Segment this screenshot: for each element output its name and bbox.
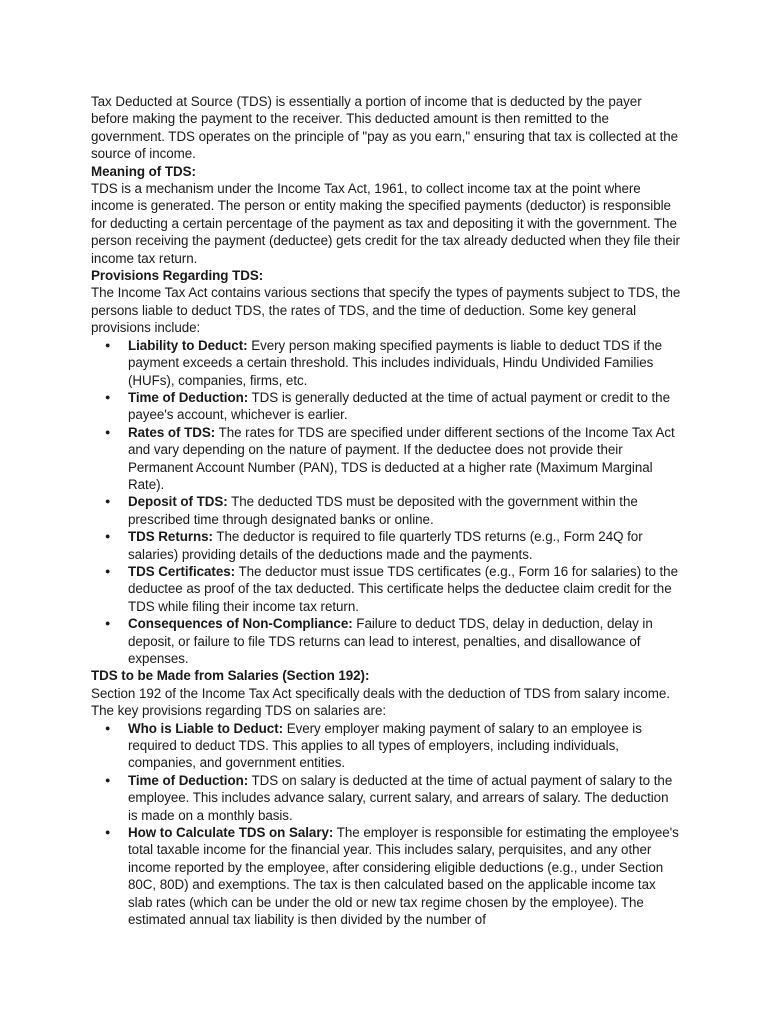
list-item — [91, 615, 681, 667]
provisions-list — [91, 337, 681, 668]
list-item — [91, 824, 681, 928]
list-item-text: The deductor must issue TDS certificates (e.g., Form 16 for salaries) to the deductee as proof of the tax deducted. This certificate helps the deductee claim credit for the TDS while filing their income tax return. — [128, 563, 678, 614]
list-item-text: The deducted TDS must be deposited with the government within the prescribed time through designated banks or online. — [128, 494, 638, 527]
list-item — [91, 563, 681, 615]
list-item-text: TDS is generally deducted at the time of actual payment or credit to the payee's account, whichever is earlier. — [128, 389, 670, 423]
list-item-text: TDS on salary is deducted at the time of actual payment of salary to the employee. This includes advance salary, current salary, and arrears of salary. The deduction is made on a monthly basis. — [128, 772, 673, 823]
meaning-paragraph: TDS is a mechanism under the Income Tax Act, 1961, to collect income tax at the point where income is generated. The person or entity making the specified payments (deductor) is responsible for deducting a certain percentage of the payment as tax and depositing it with the government. The person receiving the payment (deductee) gets credit for the tax already deducted when they file their income tax return. — [91, 181, 680, 266]
salaries-list — [91, 720, 681, 929]
intro-paragraph: Tax Deducted at Source (TDS) is essentially a portion of income that is deducted by the payer before making the payment to the receiver. This deducted amount is then remitted to the government. TDS operates on the principle of "pay as you earn," ensuring that tax is collected at the source of income. — [91, 94, 679, 162]
list-item-text: The rates for TDS are specified under different sections of the Income Tax Act and vary depending on the nature of payment. If the deductee does not provide their Permanent Account Number (PAN), TDS is deducted at a higher rate (Maximum Marginal Rate). — [128, 424, 675, 492]
list-item-text: The deductor is required to file quarterly TDS returns (e.g., Form 24Q for salaries) providing details of the deductions made and the payments. — [128, 529, 643, 562]
list-item-text: Every person making specified payments is liable to deduct TDS if the payment exceeds a certain threshold. This includes individuals, Hindu Undivided Families (HUFs), companies, firms, etc. — [128, 337, 663, 388]
list-item — [91, 772, 681, 824]
list-item — [91, 424, 681, 494]
list-item — [91, 720, 681, 772]
meaning-heading: Meaning of TDS: — [91, 163, 196, 179]
document-page — [91, 93, 681, 929]
list-item-term: TDS Certificates: — [128, 563, 236, 579]
list-item — [91, 337, 681, 389]
provisions-heading: Provisions Regarding TDS: — [91, 268, 264, 284]
list-item-term: Deposit of TDS: — [128, 494, 228, 510]
salaries-heading: TDS to be Made from Salaries (Section 192): — [91, 668, 370, 684]
salaries-paragraph: Section 192 of the Income Tax Act specifically deals with the deduction of TDS from salary income. The key provisions regarding TDS on salaries are: — [91, 685, 670, 719]
list-item-text: Every employer making payment of salary to an employee is required to deduct TDS. This applies to all types of employers, including individuals, companies, and government entities. — [128, 720, 642, 771]
list-item-term: Rates of TDS: — [128, 424, 216, 440]
list-item-text: Failure to deduct TDS, delay in deduction, delay in deposit, or failure to file TDS returns can lead to interest, penalties, and disallowance of expenses. — [128, 616, 653, 666]
list-item — [91, 528, 681, 563]
list-item-term: Consequences of Non-Compliance: — [128, 616, 353, 632]
list-item-term: Time of Deduction: — [128, 389, 249, 405]
list-item-term: Liability to Deduct: — [128, 337, 248, 353]
list-item-term: Who is Liable to Deduct: — [128, 720, 284, 736]
list-item-term: How to Calculate TDS on Salary: — [128, 825, 334, 841]
list-item-text: The employer is responsible for estimating the employee's total taxable income for the financial year. This includes salary, perquisites, and any other income reported by the employee, after considering eligible deductions (e.g., under Section 80C, 80D) and exemptions. The tax is then calculated based on the applicable income tax slab rates (which can be under the old or new tax regime chosen by the employee). The estimated annual tax liability is then divided by the number of — [128, 825, 679, 928]
list-item-term: TDS Returns: — [128, 529, 213, 545]
provisions-paragraph: The Income Tax Act contains various sections that specify the types of payments subject to TDS, the persons liable to deduct TDS, the rates of TDS, and the time of deduction. Some key general provisions include: — [91, 285, 681, 336]
list-item — [91, 493, 681, 528]
list-item-term: Time of Deduction: — [128, 772, 249, 788]
list-item — [91, 389, 681, 424]
